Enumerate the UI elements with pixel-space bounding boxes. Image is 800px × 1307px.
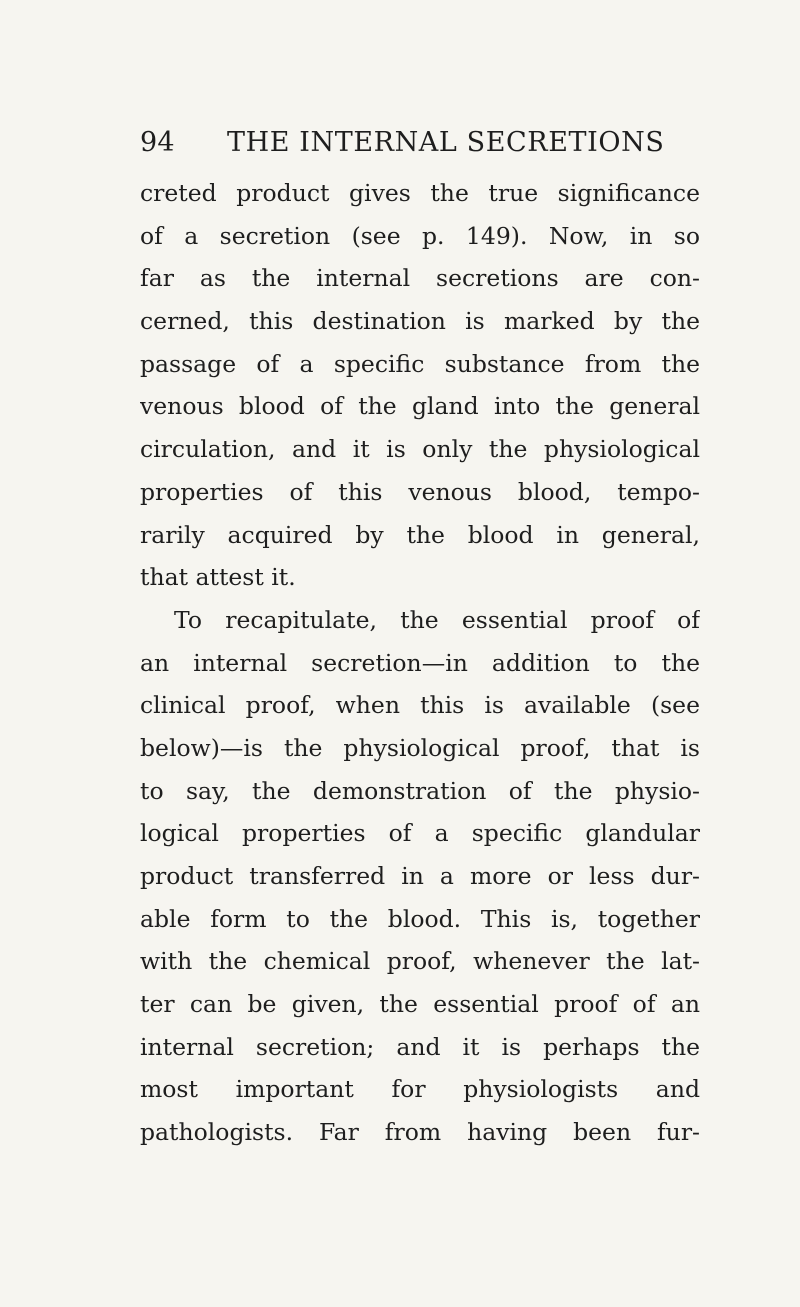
text-line: creted product gives the true significance: [140, 179, 700, 207]
text-line: rarily acquired by the blood in general,: [140, 520, 700, 549]
text-line: product transferred in a more or less dur-: [140, 862, 700, 890]
text-line: properties of this venous blood, tempo-: [140, 477, 700, 506]
body-text: [140, 172, 700, 1154]
text-line: To recapitulate, the essential proof of: [174, 605, 700, 634]
text-line: logical properties of a specific glandular: [140, 819, 700, 848]
page-number: 94: [140, 127, 175, 158]
running-title: THE INTERNAL SECRETIONS: [227, 127, 665, 158]
text-line: to say, the demonstration of the physio-: [140, 776, 700, 805]
text-line: cerned, this destination is marked by the: [140, 307, 700, 336]
text-line: pathologists. Far from having been fur-: [140, 1118, 700, 1147]
text-line: able form to the blood. This is, together: [140, 904, 700, 933]
text-line: that attest it.: [140, 563, 296, 592]
text-line: most important for physiologists and: [140, 1075, 700, 1104]
text-line: an internal secretion—in addition to the: [140, 648, 700, 677]
text-line: passage of a specific substance from the: [140, 349, 700, 378]
running-head: [140, 118, 700, 168]
text-line: venous blood of the gland into the general: [140, 392, 700, 421]
text-line: of a secretion (see p. 149). Now, in so: [140, 221, 700, 250]
text-line: far as the internal secretions are con-: [140, 264, 700, 293]
text-line: internal secretion; and it is perhaps the: [140, 1032, 700, 1061]
text-line: clinical proof, when this is available (see: [140, 691, 700, 720]
text-line: below)—is the physiological proof, that is: [140, 733, 700, 762]
text-line: circulation, and it is only the physiological: [140, 435, 700, 464]
text-line: ter can be given, the essential proof of an: [140, 990, 700, 1019]
text-line: with the chemical proof, whenever the lat-: [140, 947, 700, 976]
